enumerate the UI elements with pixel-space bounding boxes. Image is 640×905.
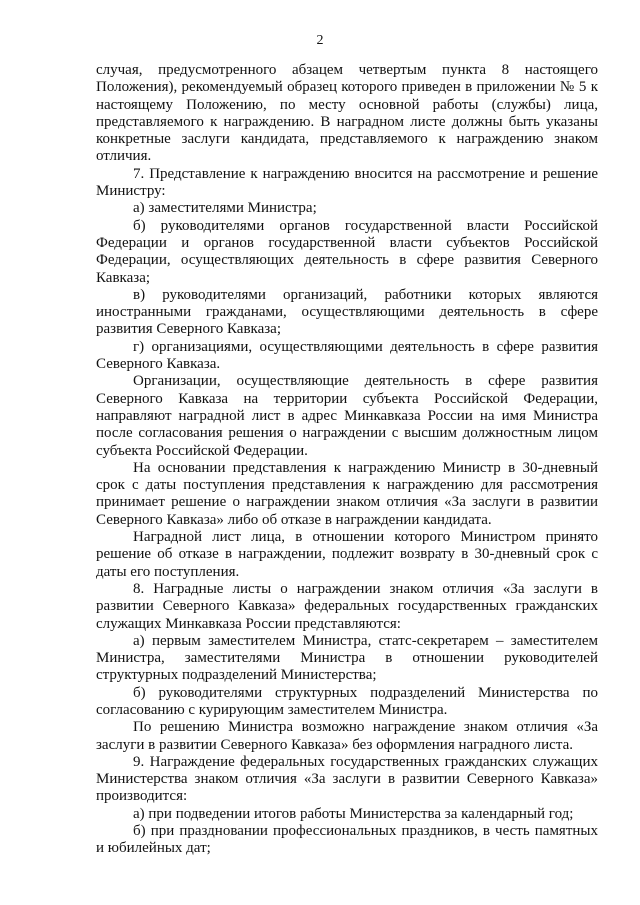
paragraph-clause-9a: а) при подведении итогов работы Министерства за календарный год;	[133, 805, 574, 822]
paragraph-organizations: Организации, осуществляющие деятельность в сфере развития Северного Кавказа на территории субъекта Российской Федерации, направляют наградной лист в адрес Минкавказа России на имя Министра после согласования решения о награждении с высшим должностным лицом субъекта Российской Федерации.	[96, 373, 598, 459]
document-body	[96, 62, 598, 858]
paragraph-return: Наградной лист лица, в отношении которого Министром принято решение об отказе в награждении, подлежит возврату в 30-дневный срок с даты его поступления.	[96, 529, 598, 580]
paragraph-clause-7: 7. Представление к награждению вносится на рассмотрение и решение Министру:	[96, 165, 598, 200]
paragraph-continuation: случая, предусмотренного абзацем четвертым пункта 8 настоящего Положения), рекомендуемый образец которого приведен в приложении № 5 к настоящему Положению, по месту основной работы (службы) лица, представляемого к награждению. В наградном листе должны быть указаны конкретные заслуги кандидата, представляемого к награждению знаком отличия.	[96, 62, 598, 165]
paragraph-clause-8: 8. Наградные листы о награждении знаком отличия «За заслуги в развитии Северного Кавказа» федеральных государственных гражданских служащих Минкавказа России представляются:	[96, 580, 598, 632]
paragraph-without-sheet: По решению Министра возможно награждение знаком отличия «За заслуги в развитии Северного Кавказа» без оформления наградного листа.	[96, 719, 598, 753]
paragraph-decision: На основании представления к награждению Министр в 30-дневный срок с даты поступления представления к награждению для рассмотрения принимает решение о награждении знаком отличия «За заслуги в развитии Северного Кавказа» либо об отказе в награждении кандидата.	[96, 459, 598, 528]
paragraph-clause-9: 9. Награждение федеральных государственных гражданских служащих Министерства знаком отличия «За заслуги в развитии Северного Кавказа» производится:	[96, 753, 598, 805]
paragraph-clause-8b: б) руководителями структурных подразделений Министерства по согласованию с курирующим заместителем Министра.	[96, 684, 598, 718]
paragraph-clause-7a: а) заместителями Министра;	[133, 200, 317, 217]
paragraph-clause-7v: в) руководителями организаций, работники которых являются иностранными гражданами, осуществляющими деятельность в сфере развития Северного Кавказа;	[96, 286, 598, 338]
paragraph-clause-9b: б) при праздновании профессиональных праздников, в честь памятных и юбилейных дат;	[96, 823, 598, 857]
paragraph-clause-7g: г) организациями, осуществляющими деятельность в сфере развития Северного Кавказа.	[96, 338, 598, 373]
paragraph-clause-7b: б) руководителями органов государственной власти Российской Федерации и органов государственной власти субъектов Российской Федерации, осуществляющих деятельность в сфере развития Северного Кавказа;	[96, 217, 598, 286]
page-number: 2	[316, 33, 324, 48]
paragraph-clause-8a: а) первым заместителем Министра, статс-секретарем – заместителем Министра, заместителями Министра в отношении руководителей структурных подразделений Министерства;	[96, 632, 598, 684]
